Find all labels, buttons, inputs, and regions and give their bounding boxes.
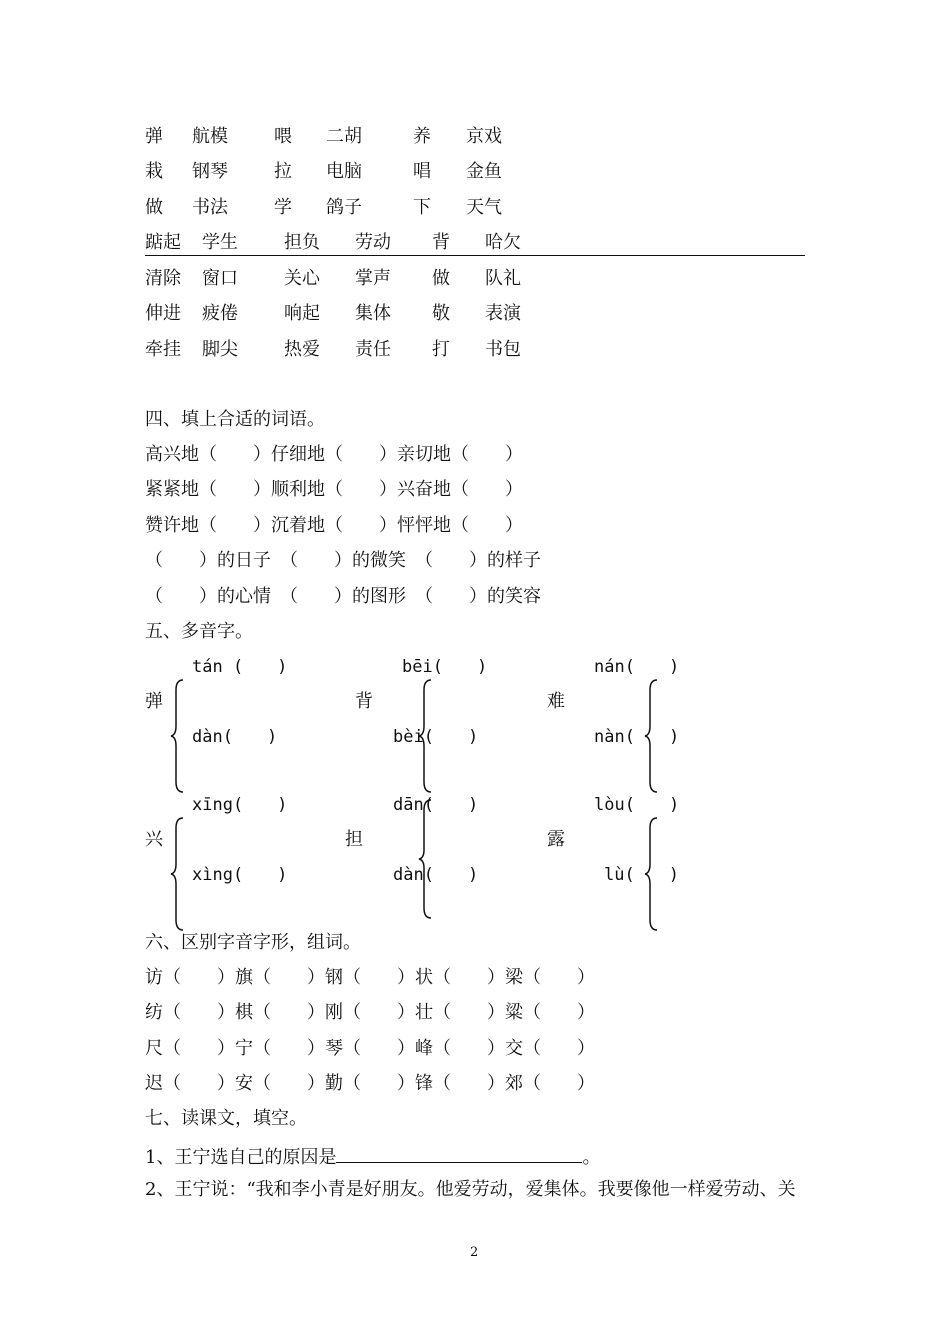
match-cell: 学生 bbox=[202, 232, 238, 253]
exercise-line: 尺（ ）宁（ ）琴（ ）峰（ ）交（ ） bbox=[145, 1038, 595, 1059]
match-cell: 做 bbox=[432, 268, 450, 289]
question-1-end: 。 bbox=[582, 1147, 601, 1168]
exercise-line: 高兴地（ ）仔细地（ ）亲切地（ ） bbox=[145, 444, 523, 465]
pinyin-bottom: dàn( ) bbox=[192, 727, 278, 747]
match-cell: 书法 bbox=[192, 197, 228, 218]
exercise-line: 访（ ）旗（ ）钢（ ）状（ ）梁（ ） bbox=[145, 967, 595, 988]
polyphone-char: 兴 bbox=[145, 829, 163, 850]
pinyin-bottom: xìng( ) bbox=[192, 865, 288, 885]
match-cell: 哈欠 bbox=[485, 232, 521, 253]
question-1 bbox=[145, 1144, 600, 1169]
divider-line bbox=[145, 255, 805, 256]
match-cell: 唱 bbox=[413, 161, 431, 182]
match-cell: 脚尖 bbox=[202, 339, 238, 360]
match-cell: 书包 bbox=[485, 339, 521, 360]
section-title: 六、区别字音字形，组词。 bbox=[145, 932, 361, 953]
brace-icon bbox=[418, 678, 432, 794]
match-cell: 电脑 bbox=[326, 161, 362, 182]
match-cell: 做 bbox=[145, 197, 163, 218]
match-cell: 喂 bbox=[274, 126, 292, 147]
polyphone-char: 露 bbox=[547, 829, 565, 850]
match-cell: 牵挂 bbox=[145, 339, 181, 360]
match-cell: 疲倦 bbox=[202, 303, 238, 324]
section-title: 七、读课文，填空。 bbox=[145, 1108, 307, 1129]
match-cell: 担负 bbox=[284, 232, 320, 253]
match-cell: 责任 bbox=[355, 339, 391, 360]
match-cell: 关心 bbox=[284, 268, 320, 289]
match-cell: 窗口 bbox=[202, 268, 238, 289]
answer-blank[interactable] bbox=[336, 1144, 582, 1163]
pinyin-top: bēi( ) bbox=[402, 657, 488, 677]
match-cell: 弹 bbox=[145, 126, 163, 147]
question-2: 2、王宁说：“我和李小青是好朋友。他爱劳动，爱集体。我要像他一样爱劳动、关 bbox=[145, 1179, 796, 1200]
polyphone-char: 背 bbox=[355, 691, 373, 712]
pinyin-top: lòu( ) bbox=[594, 795, 680, 815]
section-title: 四、填上合适的词语。 bbox=[145, 409, 325, 430]
match-cell: 背 bbox=[432, 232, 450, 253]
match-cell: 栽 bbox=[145, 161, 163, 182]
match-cell: 学 bbox=[274, 197, 292, 218]
pinyin-bottom: dàn( ) bbox=[393, 865, 479, 885]
brace-icon bbox=[644, 816, 658, 932]
exercise-line: 迟（ ）安（ ）勤（ ）锋（ ）郊（ ） bbox=[145, 1073, 595, 1094]
pinyin-top: tán ( ) bbox=[192, 657, 288, 677]
exercise-line: （ ）的心情 （ ）的图形 （ ）的笑容 bbox=[145, 586, 541, 607]
brace-icon bbox=[170, 678, 184, 794]
section-title: 五、多音字。 bbox=[145, 621, 253, 642]
match-cell: 京戏 bbox=[466, 126, 502, 147]
brace-icon bbox=[170, 816, 184, 932]
question-1-text: 1、王宁选自己的原因是 bbox=[145, 1147, 337, 1168]
match-cell: 伸进 bbox=[145, 303, 181, 324]
match-cell: 劳动 bbox=[355, 232, 391, 253]
pinyin-bottom: lù( ) bbox=[604, 865, 679, 885]
match-cell: 鸽子 bbox=[326, 197, 362, 218]
match-cell: 集体 bbox=[355, 303, 391, 324]
match-cell: 掌声 bbox=[355, 268, 391, 289]
match-cell: 清除 bbox=[145, 268, 181, 289]
pinyin-top: xīng( ) bbox=[192, 795, 288, 815]
match-cell: 表演 bbox=[485, 303, 521, 324]
polyphone-char: 难 bbox=[547, 691, 565, 712]
pinyin-top: dān( ) bbox=[393, 795, 479, 815]
polyphone-char: 弹 bbox=[145, 691, 163, 712]
brace-icon bbox=[418, 798, 432, 920]
match-cell: 金鱼 bbox=[466, 161, 502, 182]
exercise-line: （ ）的日子 （ ）的微笑 （ ）的样子 bbox=[145, 550, 541, 571]
polyphone-char: 担 bbox=[345, 829, 363, 850]
match-cell: 二胡 bbox=[326, 126, 362, 147]
pinyin-bottom: bèi( ) bbox=[393, 727, 479, 747]
pinyin-top: nán( ) bbox=[594, 657, 680, 677]
match-cell: 队礼 bbox=[485, 268, 521, 289]
match-cell: 敬 bbox=[432, 303, 450, 324]
page-number: 2 bbox=[470, 1245, 479, 1260]
pinyin-bottom: nàn( ) bbox=[594, 727, 680, 747]
match-cell: 钢琴 bbox=[192, 161, 228, 182]
match-cell: 养 bbox=[413, 126, 431, 147]
match-cell: 响起 bbox=[284, 303, 320, 324]
match-cell: 天气 bbox=[466, 197, 502, 218]
brace-icon bbox=[644, 678, 658, 794]
match-cell: 航模 bbox=[192, 126, 228, 147]
exercise-line: 紧紧地（ ）顺利地（ ）兴奋地（ ） bbox=[145, 479, 523, 500]
match-cell: 热爱 bbox=[284, 339, 320, 360]
exercise-line: 纺（ ）棋（ ）刚（ ）壮（ ）粱（ ） bbox=[145, 1002, 595, 1023]
match-cell: 下 bbox=[413, 197, 431, 218]
exercise-line: 赞许地（ ）沉着地（ ）怦怦地（ ） bbox=[145, 515, 523, 536]
match-cell: 踮起 bbox=[145, 232, 181, 253]
match-cell: 打 bbox=[432, 339, 450, 360]
match-cell: 拉 bbox=[274, 161, 292, 182]
